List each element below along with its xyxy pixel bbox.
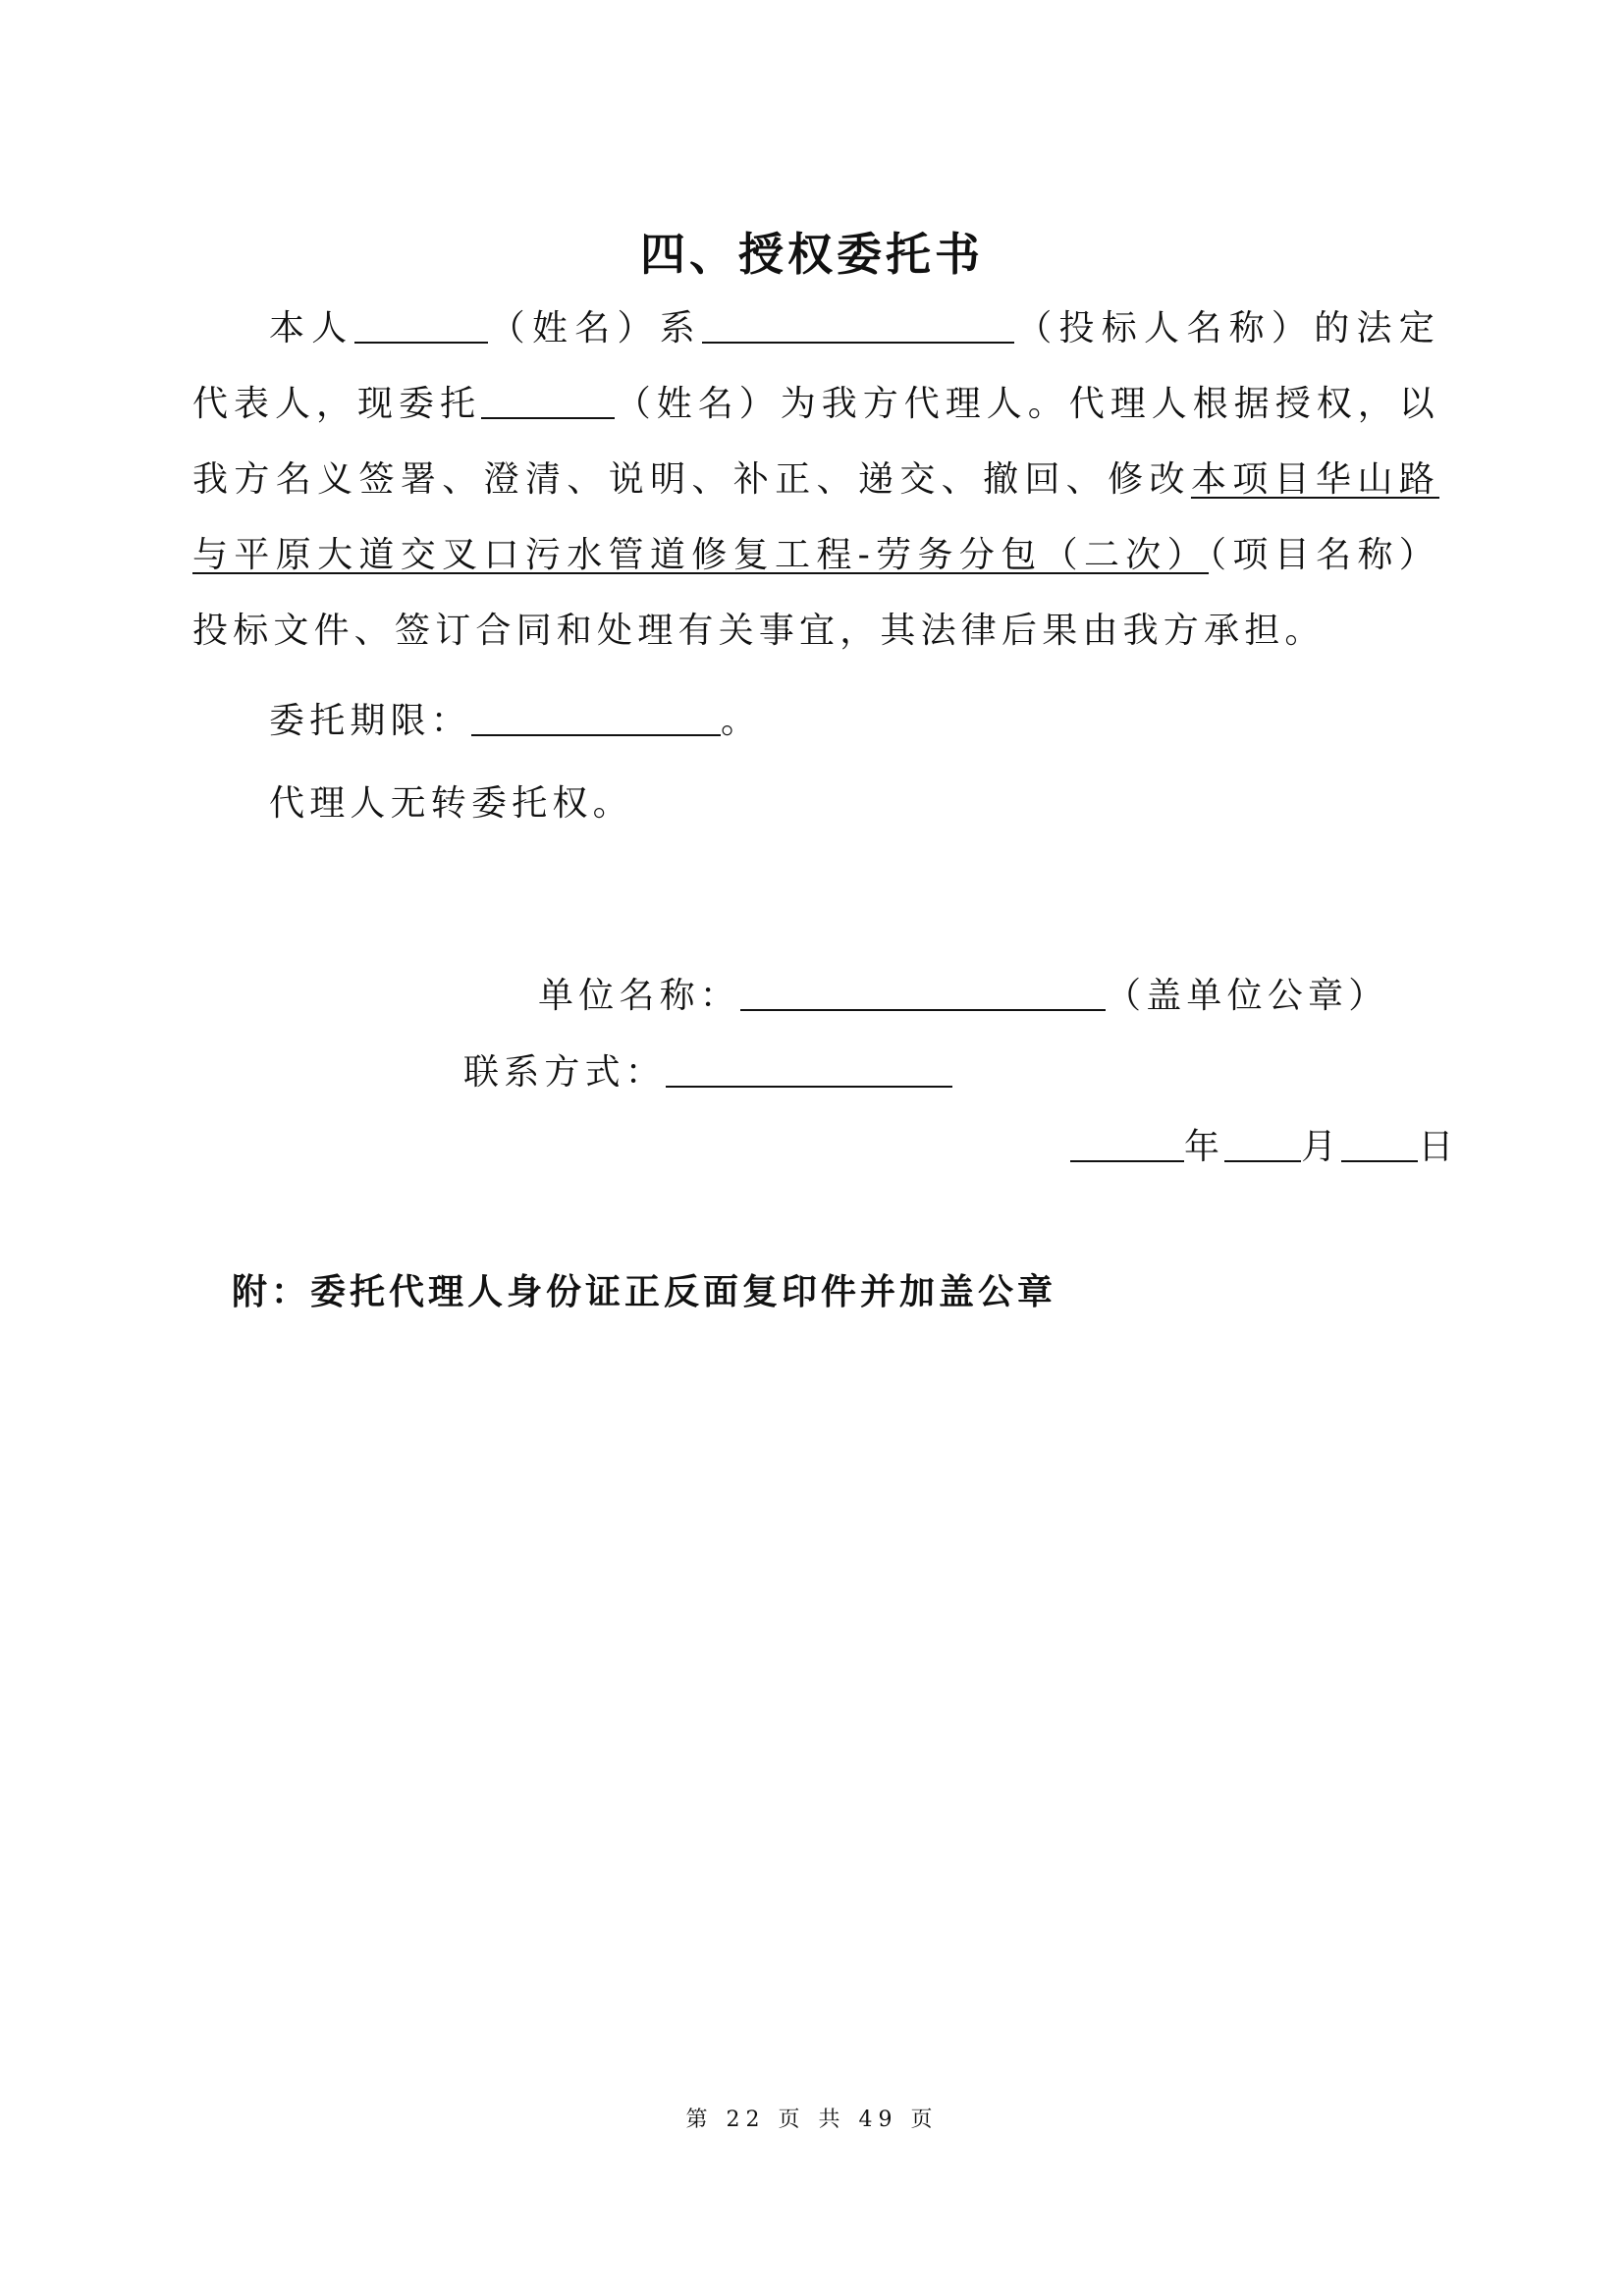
attachment-note: 附：委托代理人身份证正反面复印件并加盖公章 [232,1272,1057,1312]
day-blank[interactable] [1341,1125,1418,1162]
year-label: 年 [1184,1127,1225,1167]
para-text-1: 本人 [269,308,354,348]
term-end: 。 [721,701,762,741]
para-text-4: （姓名）为我方代理人。代理人根据授权，以我方名义签署、澄清、说明、补正、递交、撤回、修改 [192,384,1439,500]
principal-name-blank[interactable] [354,306,488,344]
page-title: 四、授权委托书 [640,228,984,281]
agent-name-blank[interactable] [481,382,615,419]
month-label: 月 [1301,1127,1342,1167]
year-blank[interactable] [1070,1125,1184,1162]
unit-name-blank[interactable] [740,974,1106,1011]
contact-label: 联系方式： [463,1052,667,1093]
bidder-name-blank[interactable] [702,306,1014,344]
date-line [1070,1123,1459,1172]
unit-seal-note: （盖单位公章） [1106,976,1389,1016]
term-line [269,697,761,746]
page-number-footer: 第 22 页 共 49 页 [685,2108,939,2132]
contact-blank[interactable] [666,1050,952,1088]
term-label: 委托期限： [269,701,472,741]
month-blank[interactable] [1224,1125,1301,1162]
unit-line [538,972,1388,1021]
authorization-paragraph [192,291,1439,668]
no-subdelegation-text: 代理人无转委托权。 [269,783,633,824]
day-label: 日 [1418,1127,1459,1167]
para-text-2: （姓名）系 [487,308,703,348]
unit-label: 单位名称： [538,976,741,1016]
para-text-5: （项目名称）投标文件、签订合同和处理有关事宜，其法律后果由我方承担。 [192,535,1440,651]
para-text-3: （投标人名称）的法定代表人，现委托 [192,308,1439,424]
contact-line [463,1048,952,1097]
project-name: 本项目华山路与平原大道交叉口污水管道修复工程-劳务分包（二次） [192,459,1439,575]
term-blank[interactable] [471,699,721,736]
